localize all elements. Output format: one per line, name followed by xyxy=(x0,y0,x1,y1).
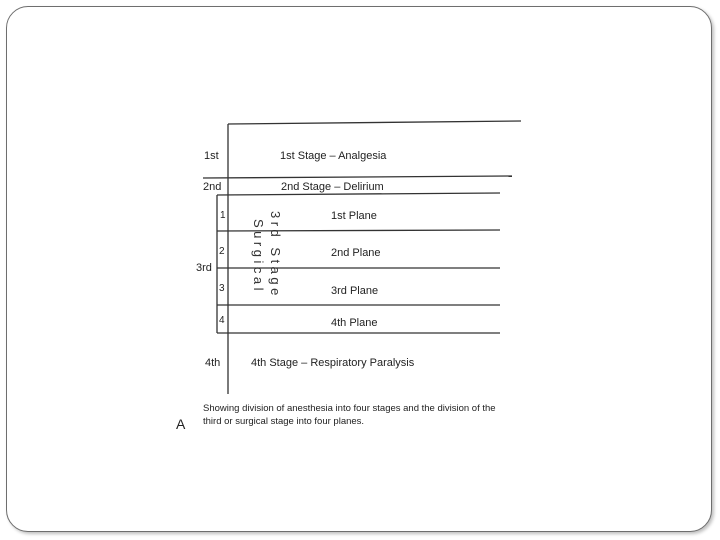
stage-4-label: 4th Stage – Respiratory Paralysis xyxy=(251,357,415,369)
plane-1-number: 1 xyxy=(220,210,226,221)
figure-letter: A xyxy=(176,416,186,432)
stage-3-number: 3rd xyxy=(196,262,212,274)
stage-4-number: 4th xyxy=(205,357,221,369)
plane-2-number: 2 xyxy=(219,246,225,257)
plane-4-number: 4 xyxy=(219,315,225,326)
third-stage-subtitle: Surgical xyxy=(251,219,266,294)
plane-3-label: 3rd Plane xyxy=(331,285,379,297)
caption-line-2: third or surgical stage into four planes. xyxy=(203,416,365,427)
stage-1-label: 1st Stage – Analgesia xyxy=(280,150,387,162)
stage1-top-line xyxy=(228,121,521,124)
stage1-stage2-divider xyxy=(203,176,512,178)
third-stage-title: 3rd Stage xyxy=(268,211,283,299)
plane-3-number: 3 xyxy=(219,283,225,294)
stage2-stage3-divider xyxy=(217,193,500,195)
stage-2-label: 2nd Stage – Delirium xyxy=(281,181,384,193)
plane-2-label: 2nd Plane xyxy=(331,247,381,259)
stage-2-number: 2nd xyxy=(203,181,222,193)
plane-1-label: 1st Plane xyxy=(331,210,377,222)
caption-line-1: Showing division of anesthesia into four stages and the division of the xyxy=(203,403,496,414)
figure-caption xyxy=(203,402,533,428)
plane-4-label: 4th Plane xyxy=(331,317,378,329)
stage-1-number: 1st xyxy=(204,150,219,162)
